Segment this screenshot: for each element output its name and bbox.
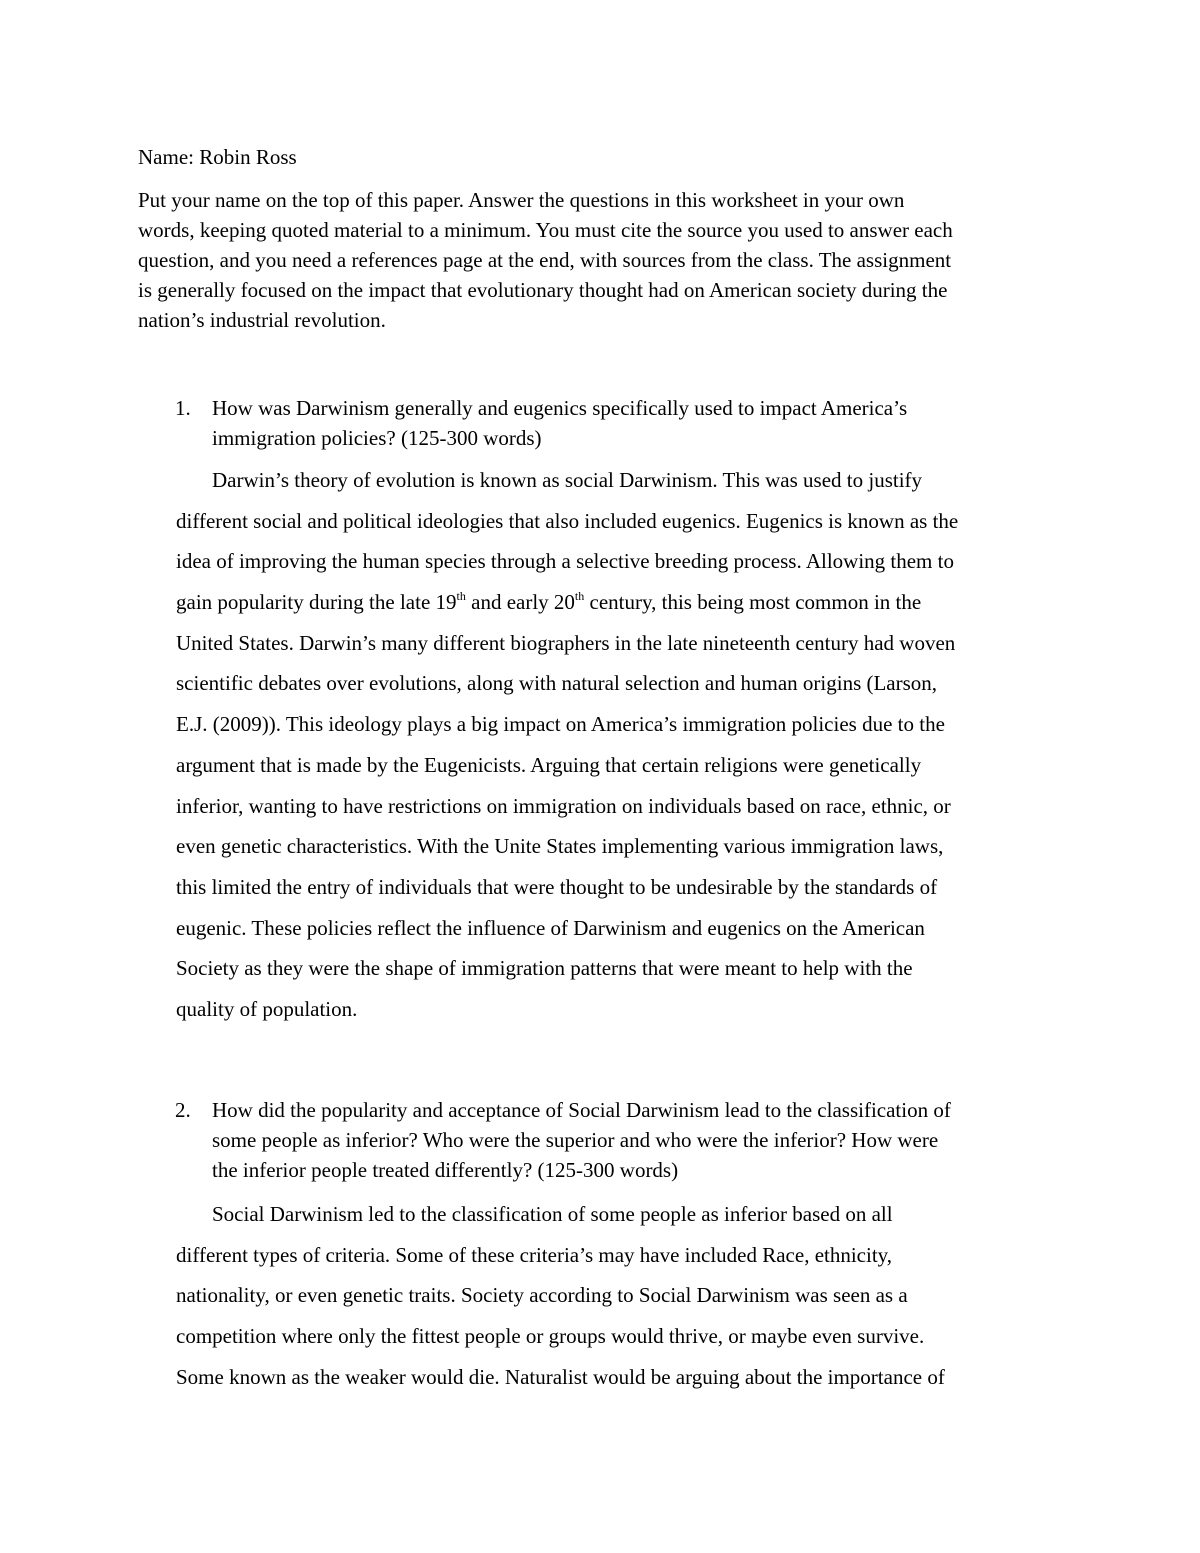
answer-line: Some known as the weaker would die. Naturalist would be arguing about the importance of xyxy=(176,1364,945,1389)
answer-line: quality of population. xyxy=(176,996,358,1021)
question-line: How was Darwinism generally and eugenics specifically used to impact America’s xyxy=(212,396,908,420)
instructions-line: is generally focused on the impact that evolutionary thought had on American society during the xyxy=(138,278,948,302)
answer-line: United States. Darwin’s many different biographers in the late nineteenth century had woven xyxy=(176,630,956,655)
ordinal-superscript: th xyxy=(456,589,466,604)
instructions-line: question, and you need a references page at the end, with sources from the class. The assignment xyxy=(138,248,952,272)
answer-line: different social and political ideologies that also included eugenics. Eugenics is known as the xyxy=(176,508,959,533)
answer-2 xyxy=(176,1194,1076,1397)
instructions-line: words, keeping quoted material to a minimum. You must cite the source you used to answer each xyxy=(138,218,953,242)
answer-line: this limited the entry of individuals that were thought to be undesirable by the standards of xyxy=(176,874,938,899)
student-name-line: Name: Robin Ross xyxy=(138,145,297,169)
question-text xyxy=(212,1095,1092,1185)
instructions-paragraph xyxy=(138,185,1078,335)
answer-line: E.J. (2009)). This ideology plays a big impact on America’s immigration policies due to the xyxy=(176,712,945,737)
answer-line: argument that is made by the Eugenicists. Arguing that certain religions were genetically xyxy=(176,752,922,777)
answer-line: Social Darwinism led to the classification of some people as inferior based on all xyxy=(212,1202,893,1226)
answer-line: nationality, or even genetic traits. Society according to Social Darwinism was seen as a xyxy=(176,1283,908,1308)
answer-line: Society as they were the shape of immigration patterns that were meant to help with the xyxy=(176,956,913,981)
instructions-line: Put your name on the top of this paper. Answer the questions in this worksheet in your own xyxy=(138,188,905,212)
answer-line: inferior, wanting to have restrictions on immigration on individuals based on race, ethnic, or xyxy=(176,793,951,818)
answer-line: idea of improving the human species through a selective breeding process. Allowing them to xyxy=(176,549,954,574)
answer-text-segment: and early 20 xyxy=(465,590,575,615)
answer-line: different types of criteria. Some of these criteria’s may have included Race, ethnicity, xyxy=(176,1242,893,1267)
instructions-line: nation’s industrial revolution. xyxy=(138,308,386,332)
answer-line xyxy=(176,582,1076,623)
question-line: immigration policies? (125-300 words) xyxy=(212,426,542,450)
question-number: 2. xyxy=(175,1098,191,1122)
ordinal-superscript: th xyxy=(574,589,585,604)
question-text xyxy=(212,393,1092,453)
question-number: 1. xyxy=(175,396,191,420)
answer-text-segment: gain popularity during the late 19 xyxy=(176,590,457,615)
answer-text-segment: century, this being most common in the xyxy=(584,590,922,615)
answer-line: scientific debates over evolutions, along with natural selection and human origins (Larson, xyxy=(176,671,938,696)
question-line: the inferior people treated differently? (125-300 words) xyxy=(212,1158,679,1182)
answer-line: Darwin’s theory of evolution is known as social Darwinism. This was used to justify xyxy=(212,468,923,492)
question-line: some people as inferior? Who were the superior and who were the inferior? How were xyxy=(212,1128,939,1152)
answer-1 xyxy=(176,460,1076,1030)
answer-line: competition where only the fittest people or groups would thrive, or maybe even survive. xyxy=(176,1324,925,1349)
answer-line: eugenic. These policies reflect the influence of Darwinism and eugenics on the American xyxy=(176,915,925,940)
question-line: How did the popularity and acceptance of Social Darwinism lead to the classification of xyxy=(212,1098,951,1122)
answer-line: even genetic characteristics. With the Unite States implementing various immigration laws, xyxy=(176,834,944,859)
